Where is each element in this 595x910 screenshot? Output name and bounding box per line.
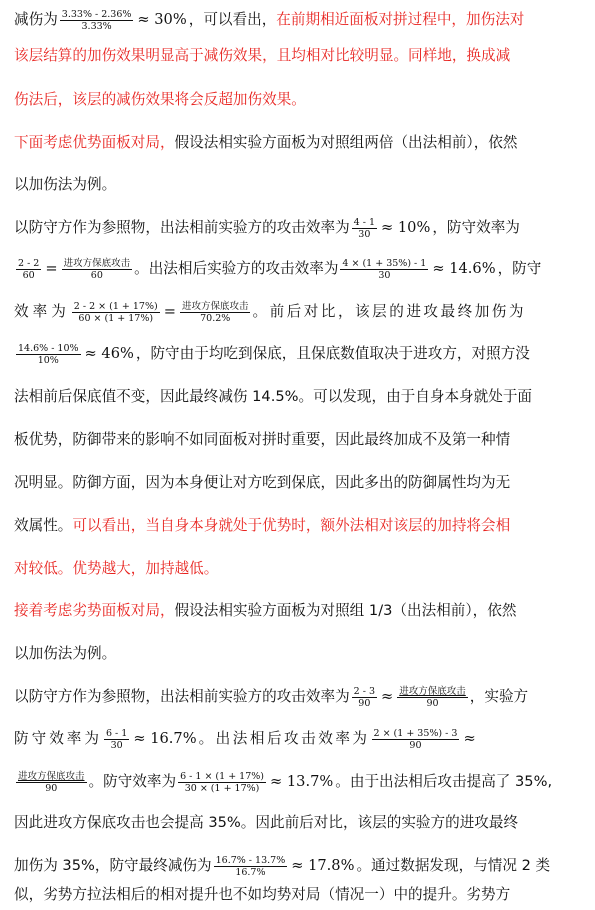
p5-frac5-num: 进攻方保底攻击	[18, 770, 85, 782]
p3-frac5-num: 2 - 2 × (1 + 17%)	[73, 300, 158, 312]
p3-f: 板优势，防御带来的影响不如同面板对拼时重要，因此最终加成不及第一种情	[14, 431, 511, 448]
p5-frac2-den: 90	[426, 697, 439, 709]
p4-rest: 假设法相实验方面板为对照组 1/3（出法相前），依然	[174, 602, 517, 619]
p3-frac2-den: 60	[22, 269, 35, 281]
p3-frac4	[340, 258, 428, 281]
p5-e-tail: 。通过数据发现，与情况 2 类	[356, 857, 551, 874]
p5-line1	[14, 684, 582, 710]
p5-a1: 以防守方作为参照物，出法相前实验方的攻击效率为	[14, 688, 350, 705]
p5-approx1: ≈	[381, 688, 394, 705]
p3-frac3-den: 60	[90, 269, 103, 281]
p5-frac5-den: 90	[45, 782, 58, 794]
p3-frac7-den: 10%	[37, 354, 59, 366]
p3-frac4-num: 4 × (1 + 35%) - 1	[342, 257, 427, 269]
p5-frac1-num: 2 - 3	[353, 685, 376, 697]
p3-frac3	[62, 258, 133, 281]
p3-frac2-num: 2 - 2	[18, 257, 40, 269]
p3-line8	[14, 513, 582, 539]
p5-frac3	[104, 728, 129, 751]
p3-frac4-den: 30	[378, 269, 391, 281]
p5-frac3-den: 30	[110, 739, 123, 751]
p5-frac4	[372, 728, 460, 751]
p2-line2-text: 以加伤法为例。	[14, 176, 117, 193]
p3-d-approx: ≈ 46%	[84, 345, 134, 362]
p5-line4	[14, 810, 582, 836]
p1-frac-num: 3.33% - 2.36%	[61, 8, 132, 20]
p3-i-red: 对较低。优势越大，加持越低。	[14, 560, 219, 577]
p3-line9	[14, 556, 582, 582]
p5-line6	[14, 882, 582, 908]
p5-b-end: ≈	[463, 730, 476, 747]
p3-frac6-den: 70.2%	[200, 312, 231, 324]
p3-frac5	[72, 301, 160, 324]
p5-frac7-num: 16.7% - 13.7%	[215, 854, 286, 866]
p3-b1: 。出法相后实验方的攻击效率为	[134, 260, 339, 277]
p5-line5	[14, 853, 582, 879]
p5-line2	[14, 726, 582, 752]
p3-frac1	[352, 217, 377, 240]
p3-line3	[14, 299, 582, 325]
p1-lead: 减伤为	[14, 11, 58, 28]
p3-a1-approx: ≈ 10%	[381, 219, 431, 236]
p5-frac1	[352, 686, 377, 709]
p1-line3	[14, 87, 582, 113]
p3-h-red: 可以看出，当自身本身就处于优势时，额外法相对该层的加持将会相	[72, 517, 511, 534]
p5-e-approx: ≈ 17.8%	[291, 857, 355, 874]
p5-e-lead: 加伤为 35%，防守最终减伤为	[14, 857, 212, 874]
p5-c1: 。防守效率为	[88, 773, 177, 790]
p4-line1	[14, 598, 582, 624]
p3-b-approx: ≈ 14.6%	[432, 260, 496, 277]
p3-frac1-den: 30	[358, 228, 371, 240]
p3-frac6-num: 进攻方保底攻击	[181, 300, 249, 312]
p5-frac5	[16, 771, 87, 794]
p2-line2	[14, 172, 582, 198]
p5-line3	[14, 769, 582, 795]
p3-frac2	[16, 258, 41, 281]
p3-a1: 以防守方作为参照物，出法相前实验方的攻击效率为	[14, 219, 350, 236]
p5-d: 因此进攻方保底攻击也会提高 35%。因此前后对比，该层的实验方的进攻最终	[14, 814, 519, 831]
p5-c-tail: 。由于出法相后攻击提高了 35%,	[335, 773, 553, 790]
p3-a1-tail: ，防守效率为	[432, 219, 520, 236]
p5-frac7-den: 16.7%	[235, 866, 266, 878]
p3-eq2: =	[163, 303, 176, 320]
p5-a-tail: ，实验方	[469, 688, 529, 705]
p5-frac6-num: 6 - 1 × (1 + 17%)	[180, 770, 265, 782]
p4-line2	[14, 641, 582, 667]
p5-f: 似，劣势方拉法相后的相对提升也不如均势对局（情况一）中的提升。劣势方	[14, 886, 511, 903]
p4-red: 接着考虑劣势面板对局，	[14, 602, 175, 619]
p4-line2-text: 以加伤法为例。	[14, 645, 117, 662]
p5-b-lead: 防守效率为	[14, 730, 102, 747]
p3-c-lead: 效率为	[14, 303, 70, 320]
p1-red-b: 该层结算的加伤效果明显高于减伤效果，且均相对比较明显。同样地，换成减	[14, 47, 511, 64]
p3-frac7	[16, 343, 81, 366]
p5-frac3-num: 6 - 1	[105, 727, 128, 739]
p1-line1	[14, 7, 582, 33]
p3-d-tail: ，防守由于均吃到保底，且保底数值取决于进攻方，对照方没	[135, 345, 530, 362]
p3-frac6	[180, 301, 251, 324]
p5-c-approx: ≈ 13.7%	[270, 773, 334, 790]
p3-frac3-num: 进攻方保底攻击	[63, 257, 131, 269]
p3-c-tail: 。前后对比，该层的进攻最终加伤为	[252, 303, 526, 320]
p1-mid: ，可以看出，	[188, 11, 277, 28]
p3-line1	[14, 215, 582, 241]
p5-frac4-num: 2 × (1 + 35%) - 3	[373, 727, 458, 739]
p5-frac6-den: 30 × (1 + 17%)	[184, 782, 260, 794]
p3-line4	[14, 341, 582, 367]
p5-b-approx: ≈ 16.7%	[133, 730, 197, 747]
p1-red-a: 在前期相近面板对拼过程中，加伤法对	[276, 11, 525, 28]
p3-line2	[14, 256, 582, 282]
p3-frac1-num: 4 - 1	[353, 216, 376, 228]
p5-b-mid: 。出法相后攻击效率为	[198, 730, 370, 747]
p3-line7	[14, 470, 582, 496]
p1-line2	[14, 43, 582, 69]
p1-red-c: 伤法后，该层的减伤效果将会反超加伤效果。	[14, 91, 306, 108]
p3-line6	[14, 427, 582, 453]
p3-g: 况明显。防御方面，因为本身便让对方吃到保底，因此多出的防御属性均为无	[14, 474, 511, 491]
p2-red: 下面考虑优势面板对局，	[14, 134, 175, 151]
p1-frac-den: 3.33%	[81, 20, 112, 32]
p1-fraction	[60, 9, 134, 32]
p3-e: 法相前后保底值不变，因此最终减伤 14.5%。可以发现，由于自身本身就处于面	[14, 388, 533, 405]
p5-frac2	[397, 686, 468, 709]
p3-frac5-den: 60 × (1 + 17%)	[78, 312, 154, 324]
p1-approx: ≈ 30%	[137, 11, 187, 28]
p3-b-tail: ，防守	[497, 260, 542, 277]
p5-frac4-den: 90	[409, 739, 422, 751]
p3-frac7-num: 14.6% - 10%	[18, 342, 79, 354]
p5-frac1-den: 90	[358, 697, 371, 709]
p3-h-lead: 效属性。	[14, 517, 73, 534]
p5-frac7	[214, 855, 288, 878]
p3-line5	[14, 384, 582, 410]
p2-line1	[14, 130, 582, 156]
p3-eq: =	[45, 260, 58, 277]
p5-frac6	[178, 771, 266, 794]
p5-frac2-num: 进攻方保底攻击	[399, 685, 466, 697]
p2-rest: 假设法相实验方面板为对照组两倍（出法相前），依然	[174, 134, 518, 151]
